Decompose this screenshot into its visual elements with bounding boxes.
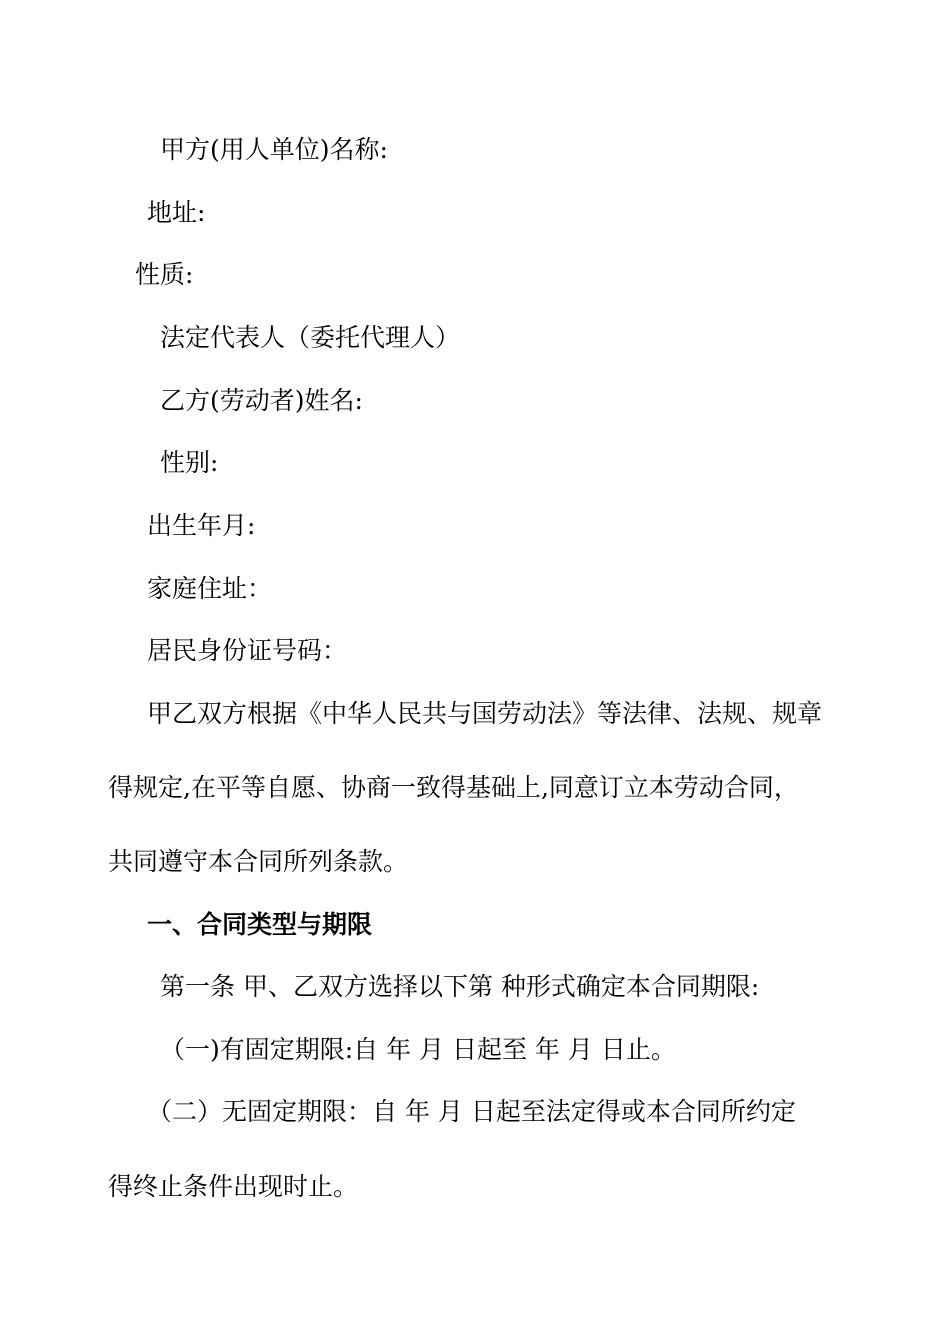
- preamble-line: 得规定,在平等自愿、协商一致得基础上,同意订立本劳动合同，: [108, 773, 799, 802]
- option-2-text: （二）无固定期限：自 年 月 日起至法定得或本合同所约定: [147, 1097, 796, 1126]
- party-b-name-label: 乙方(劳动者)姓名:: [160, 386, 363, 415]
- preamble-line: 共同遵守本合同所列条款。: [108, 847, 409, 876]
- party-a-name-label: 甲方(用人单位)名称:: [160, 135, 388, 164]
- preamble-line: 甲乙双方根据《中华人民共与国劳动法》等法律、法规、规章: [147, 699, 823, 728]
- party-a-nature-label: 性质:: [135, 260, 194, 289]
- option-1-text: （一)有固定期限:自 年 月 日起至 年 月 日止。: [160, 1035, 676, 1064]
- party-a-address-label: 地址:: [147, 198, 206, 227]
- article-1-text: 第一条 甲、乙双方选择以下第 种形式确定本合同期限:: [160, 972, 760, 1001]
- party-b-birth-label: 出生年月:: [147, 511, 256, 540]
- option-2-text: 得终止条件出现时止。: [108, 1172, 359, 1201]
- party-a-representative-label: 法定代表人（委托代理人）: [160, 323, 461, 352]
- party-b-id-label: 居民身份证号码：: [147, 636, 348, 665]
- party-b-home-address-label: 家庭住址：: [147, 574, 273, 603]
- party-b-gender-label: 性别:: [160, 448, 219, 477]
- section-1-title: 一、合同类型与期限: [147, 910, 373, 939]
